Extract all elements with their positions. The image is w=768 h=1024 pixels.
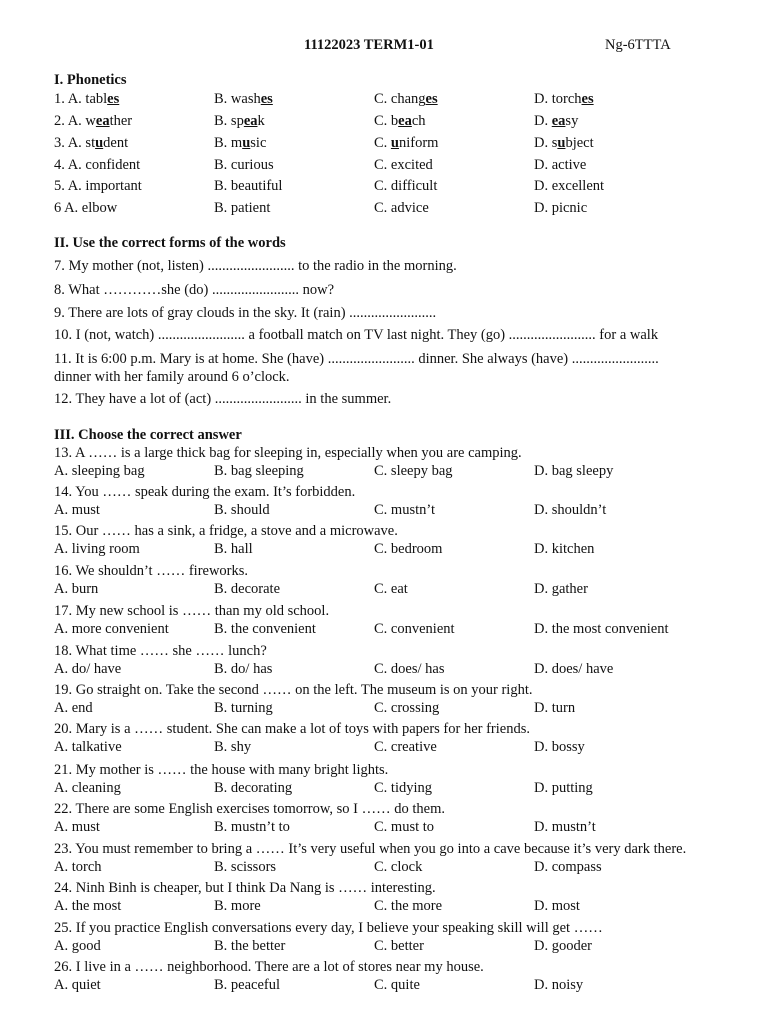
phonetics-option: [54, 178, 142, 195]
option-text: D. excellent: [534, 178, 605, 194]
answer-option: C. does/ has: [374, 661, 445, 677]
answer-options-25: [54, 938, 724, 956]
answer-option: B. bag sleeping: [214, 463, 304, 479]
answer-options-15: [54, 541, 724, 559]
phonetics-item-5: [54, 178, 724, 196]
question-number: 6 A.: [54, 200, 79, 216]
answer-option: D. does/ have: [534, 661, 614, 677]
phonetics-option: [214, 157, 274, 174]
option-text: sic: [250, 135, 267, 151]
option-text: C. b: [374, 113, 399, 129]
answer-option: B. peaceful: [214, 977, 281, 993]
phonetics-option: [374, 200, 429, 217]
answer-option: C. the more: [374, 898, 443, 914]
answer-option: A. end: [54, 700, 93, 716]
answer-option: B. shy: [214, 739, 252, 755]
answer-option: B. the better: [214, 938, 286, 954]
question-12: 12. They have a lot of (act) ........................ in the summer.: [54, 391, 392, 407]
answer-option: D. gooder: [534, 938, 592, 954]
option-text: D. s: [534, 135, 558, 151]
answer-option: D. shouldn’t: [534, 502, 607, 518]
question-25: 25. If you practice English conversations every day, I believe your speaking skill will get ……: [54, 920, 603, 936]
option-text: B. beautiful: [214, 178, 283, 194]
question-number: 1. A.: [54, 91, 82, 107]
option-text: st: [85, 135, 96, 151]
answer-option: A. torch: [54, 859, 102, 875]
answer-option: D. the most convenient: [534, 621, 669, 637]
option-text: B. patient: [214, 200, 271, 216]
answer-option: A. must: [54, 502, 100, 518]
question-23: 23. You must remember to bring a …… It’s very useful when you go into a cave because it’s very dark there.: [54, 841, 687, 857]
option-text: B. curious: [214, 157, 274, 173]
answer-options-21: [54, 780, 724, 798]
answer-options-18: [54, 661, 724, 679]
underlined-sound: es: [425, 91, 438, 107]
option-text: ch: [411, 113, 426, 129]
question-19: 19. Go straight on. Take the second …… on the left. The museum is on your right.: [54, 682, 533, 698]
phonetics-option: [534, 157, 586, 174]
phonetics-item-4: [54, 157, 724, 175]
answer-options-20: [54, 739, 724, 757]
answer-options-13: [54, 463, 724, 481]
answer-options-17: [54, 621, 724, 639]
option-text: D. torch: [534, 91, 582, 107]
question-number: 5. A.: [54, 178, 82, 194]
answer-option: B. decorating: [214, 780, 293, 796]
answer-option: B. mustn’t to: [214, 819, 290, 835]
answer-option: A. do/ have: [54, 661, 122, 677]
question-14: 14. You …… speak during the exam. It’s forbidden.: [54, 484, 356, 500]
answer-option: C. sleepy bag: [374, 463, 453, 479]
phonetics-option: [374, 113, 426, 130]
question-22: 22. There are some English exercises tomorrow, so I …… do them.: [54, 801, 446, 817]
phonetics-option: [374, 178, 437, 195]
answer-option: C. clock: [374, 859, 423, 875]
question-13: 13. A …… is a large thick bag for sleeping in, especially when you are camping.: [54, 445, 522, 461]
option-text: ther: [109, 113, 133, 129]
phonetics-option: [534, 91, 594, 108]
question-number: 4. A.: [54, 157, 82, 173]
phonetics-option: [214, 178, 282, 195]
answer-option: A. talkative: [54, 739, 122, 755]
question-24: 24. Ninh Binh is cheaper, but I think Da Nang is …… interesting.: [54, 880, 436, 896]
option-text: D. active: [534, 157, 587, 173]
question-16: 16. We shouldn’t …… fireworks.: [54, 563, 249, 579]
answer-option: A. quiet: [54, 977, 101, 993]
section-word-forms-title: II. Use the correct forms of the words: [54, 235, 286, 251]
answer-option: A. sleeping bag: [54, 463, 145, 479]
option-text: elbow: [81, 200, 118, 216]
question-10: 10. I (not, watch) ........................ a football match on TV last night. They (go) ........................ for a walk: [54, 327, 659, 343]
answer-option: B. decorate: [214, 581, 281, 597]
header: [54, 37, 724, 55]
option-text: B. m: [214, 135, 243, 151]
section-choose-answer-title: III. Choose the correct answer: [54, 427, 242, 443]
answer-option: B. hall: [214, 541, 253, 557]
answer-option: B. should: [214, 502, 270, 518]
question-18: 18. What time …… she …… lunch?: [54, 643, 267, 659]
phonetics-option: [54, 113, 132, 130]
option-text: niform: [399, 135, 439, 151]
answer-option: D. bag sleepy: [534, 463, 614, 479]
answer-options-14: [54, 502, 724, 520]
option-text: C.: [374, 135, 391, 151]
underlined-sound: u: [95, 135, 104, 151]
answer-options-23: [54, 859, 724, 877]
phonetics-item-3: [54, 135, 724, 153]
option-text: C. difficult: [374, 178, 438, 194]
answer-option: C. crossing: [374, 700, 440, 716]
answer-option: A. more convenient: [54, 621, 169, 637]
option-text: bject: [565, 135, 594, 151]
answer-option: D. compass: [534, 859, 602, 875]
section-phonetics-title: I. Phonetics: [54, 72, 127, 88]
phonetics-option: [214, 113, 265, 130]
answer-option: B. scissors: [214, 859, 277, 875]
option-text: C. excited: [374, 157, 433, 173]
underlined-sound: ea: [243, 113, 258, 129]
answer-option: D. turn: [534, 700, 576, 716]
option-text: D. picnic: [534, 200, 588, 216]
question-9: 9. There are lots of gray clouds in the sky. It (rain) ........................: [54, 305, 437, 321]
answer-option: D. putting: [534, 780, 593, 796]
option-text: B. sp: [214, 113, 244, 129]
option-text: sy: [565, 113, 579, 129]
phonetics-option: [214, 200, 270, 217]
question-8: 8. What …………she (do) ........................ now?: [54, 282, 335, 298]
answer-option: D. most: [534, 898, 580, 914]
phonetics-option: [374, 157, 433, 174]
option-text: D.: [534, 113, 552, 129]
phonetics-option: [374, 135, 438, 152]
answer-option: B. do/ has: [214, 661, 273, 677]
phonetics-item-2: [54, 113, 724, 131]
answer-option: B. more: [214, 898, 261, 914]
phonetics-option: [54, 157, 140, 174]
answer-option: D. bossy: [534, 739, 585, 755]
answer-option: A. burn: [54, 581, 99, 597]
phonetics-option: [374, 91, 438, 108]
answer-option: B. turning: [214, 700, 273, 716]
answer-option: C. better: [374, 938, 424, 954]
answer-option: A. good: [54, 938, 101, 954]
class-code: Ng-6TTTA: [605, 37, 671, 53]
answer-option: A. the most: [54, 898, 122, 914]
phonetics-option: [54, 135, 128, 152]
option-text: k: [257, 113, 265, 129]
underlined-sound: u: [242, 135, 251, 151]
phonetics-item-1: [54, 91, 724, 109]
question-21: 21. My mother is …… the house with many bright lights.: [54, 762, 389, 778]
phonetics-option: [534, 113, 578, 130]
underlined-sound: es: [107, 91, 120, 107]
answer-option: C. mustn’t: [374, 502, 435, 518]
phonetics-option: [534, 178, 604, 195]
answer-options-22: [54, 819, 724, 837]
phonetics-option: [214, 91, 273, 108]
answer-option: C. tidying: [374, 780, 433, 796]
question-11: 11. It is 6:00 p.m. Mary is at home. She (have) ........................ dinner. She always (have) ........................ dinner with her family around 6 o’clock.: [54, 351, 659, 385]
underlined-sound: es: [260, 91, 273, 107]
answer-option: A. living room: [54, 541, 140, 557]
underlined-sound: u: [557, 135, 566, 151]
answer-option: C. eat: [374, 581, 408, 597]
underlined-sound: u: [390, 135, 399, 151]
question-number: 3. A.: [54, 135, 82, 151]
option-text: C. advice: [374, 200, 429, 216]
underlined-sound: es: [581, 91, 594, 107]
underlined-sound: ea: [551, 113, 566, 129]
question-number: 2. A.: [54, 113, 82, 129]
phonetics-option: [214, 135, 266, 152]
answer-option: D. mustn’t: [534, 819, 596, 835]
question-15: 15. Our …… has a sink, a fridge, a stove and a microwave.: [54, 523, 398, 539]
answer-options-26: [54, 977, 724, 995]
answer-options-24: [54, 898, 724, 916]
option-text: confident: [85, 157, 141, 173]
answer-option: A. must: [54, 819, 100, 835]
answer-option: A. cleaning: [54, 780, 121, 796]
underlined-sound: ea: [95, 113, 110, 129]
document-title: 11122023 TERM1-01: [304, 37, 434, 53]
answer-option: B. the convenient: [214, 621, 316, 637]
question-17: 17. My new school is …… than my old school.: [54, 603, 330, 619]
option-text: w: [85, 113, 96, 129]
phonetics-option: [54, 200, 117, 217]
phonetics-item-6: [54, 200, 724, 218]
question-20: 20. Mary is a …… student. She can make a lot of toys with papers for her friends.: [54, 721, 530, 737]
phonetics-option: [534, 200, 587, 217]
answer-option: C. creative: [374, 739, 437, 755]
option-text: dent: [103, 135, 129, 151]
option-text: important: [85, 178, 142, 194]
answer-option: D. kitchen: [534, 541, 595, 557]
answer-option: C. convenient: [374, 621, 455, 637]
phonetics-option: [534, 135, 594, 152]
answer-option: C. quite: [374, 977, 420, 993]
option-text: B. wash: [214, 91, 261, 107]
question-26: 26. I live in a …… neighborhood. There are a lot of stores near my house.: [54, 959, 484, 975]
answer-options-16: [54, 581, 724, 599]
answer-option: D. gather: [534, 581, 588, 597]
answer-options-19: [54, 700, 724, 718]
answer-option: D. noisy: [534, 977, 584, 993]
option-text: C. chang: [374, 91, 426, 107]
answer-option: C. bedroom: [374, 541, 443, 557]
option-text: tabl: [85, 91, 108, 107]
phonetics-option: [54, 91, 119, 108]
answer-option: C. must to: [374, 819, 435, 835]
underlined-sound: ea: [398, 113, 412, 129]
question-7: 7. My mother (not, listen) ........................ to the radio in the morning.: [54, 258, 457, 274]
